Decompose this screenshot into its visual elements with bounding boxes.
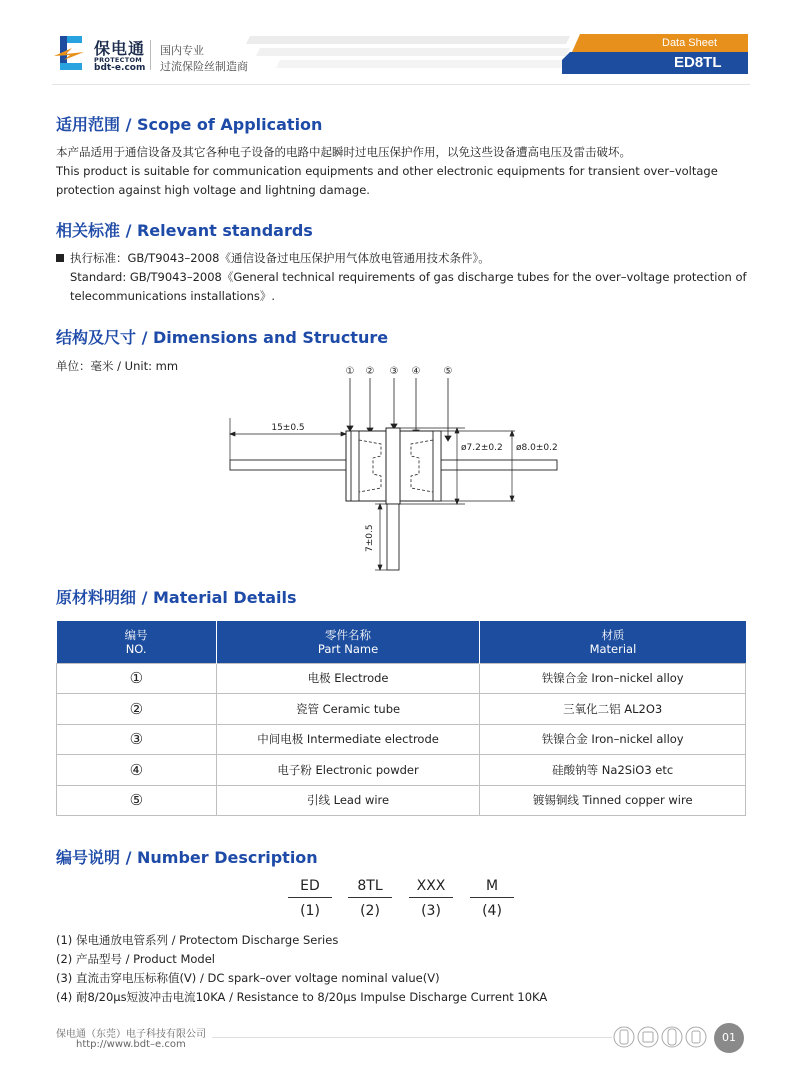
bottom-lead-dim: 7±0.5	[365, 524, 375, 552]
desc-item-1: (1) 保电通放电管系列 / Protectom Discharge Series	[56, 933, 339, 947]
row-no: ①	[57, 663, 217, 694]
row-material: 铁镍合金 Iron–nickel alloy	[480, 663, 746, 694]
row-material: 三氧化二铝 AL2O3	[480, 694, 746, 725]
page-number: 01	[714, 1023, 744, 1053]
slogan-line-1: 国内专业	[160, 44, 204, 57]
footer-fuse-icons	[612, 1024, 712, 1050]
code-underline	[409, 897, 453, 898]
row-no: ④	[57, 755, 217, 786]
row-no: ⑤	[57, 785, 217, 816]
inner-diameter-dim: ø7.2±0.2	[461, 443, 503, 453]
row-material: 镀锡铜线 Tinned copper wire	[480, 785, 746, 816]
code-index-2: (2)	[360, 903, 380, 919]
row-part: 瓷管 Ceramic tube	[216, 694, 480, 725]
marker-1: ①	[345, 366, 355, 377]
footer-company: 保电通（东莞）电子科技有限公司	[56, 1029, 206, 1040]
table-header-row	[57, 621, 746, 663]
unit-label: 单位：毫米 / Unit: mm	[56, 359, 179, 373]
row-part: 引线 Lead wire	[216, 785, 480, 816]
header-material: 材质 Material	[480, 621, 746, 663]
row-part: 电极 Electrode	[216, 663, 480, 694]
footer-url[interactable]: http://www.bdt–e.com	[76, 1039, 186, 1050]
header-no: 编号 NO.	[57, 621, 217, 663]
row-no: ②	[57, 694, 217, 725]
scope-text-cn: 本产品适用于通信设备及其它各种电子设备的电路中起瞬时过电压保护作用，以免这些设备遭高电压及雷击破坏。	[56, 145, 631, 159]
outer-diameter-dim: ø8.0±0.2	[516, 443, 558, 453]
material-table	[56, 621, 746, 816]
scope-title: 适用范围 / Scope of Application	[56, 115, 323, 134]
table-row	[57, 663, 746, 694]
row-material: 硅酸钠等 Na2SiO3 etc	[480, 755, 746, 786]
marker-5: ⑤	[443, 366, 453, 377]
code-index-3: (3)	[421, 903, 441, 919]
code-underline	[288, 897, 332, 898]
desc-item-3: (3) 直流击穿电压标称值(V) / DC spark–over voltage nominal value(V)	[56, 971, 440, 985]
standard-cn: 执行标准：GB/T9043–2008《通信设备过电压保护用气体放电管通用技术条件》。	[70, 251, 490, 265]
header-divider	[52, 84, 750, 85]
row-part: 电子粉 Electronic powder	[216, 755, 480, 786]
code-underline	[470, 897, 514, 898]
code-index-4: (4)	[482, 903, 502, 919]
table-row	[57, 694, 746, 725]
datasheet-label: Data Sheet	[662, 37, 718, 49]
standard-en-1: Standard: GB/T9043–2008《General technical requirements of gas discharge tubes for the over–voltage protection of	[70, 270, 747, 284]
table-row	[57, 785, 746, 816]
dimension-drawing	[225, 360, 565, 580]
model-number: ED8TL	[674, 54, 722, 71]
scope-text-en-1: This product is suitable for communication equipments and other electronic equipments for transient over–voltage	[56, 164, 718, 178]
standards-title: 相关标准 / Relevant standards	[56, 221, 313, 240]
code-part-4: M	[485, 878, 499, 894]
table-row	[57, 724, 746, 755]
brand-name-en: PROTECTOM	[94, 56, 143, 64]
row-part: 中间电极 Intermediate electrode	[216, 724, 480, 755]
marker-2: ②	[365, 366, 375, 377]
row-no: ③	[57, 724, 217, 755]
row-material: 铁镍合金 Iron–nickel alloy	[480, 724, 746, 755]
code-index-1: (1)	[300, 903, 320, 919]
desc-item-2: (2) 产品型号 / Product Model	[56, 952, 215, 966]
protectom-logo-icon	[52, 34, 88, 72]
code-underline	[348, 897, 392, 898]
materials-title: 原材料明细 / Material Details	[56, 588, 297, 607]
marker-4: ④	[411, 366, 421, 377]
desc-item-4: (4) 耐8/20μs短波冲击电流10KA / Resistance to 8/20μs Impulse Discharge Current 10KA	[56, 990, 548, 1004]
brand-name-cn: 保电通	[94, 39, 146, 58]
scope-text-en-2: protection against high voltage and lightning damage.	[56, 183, 370, 197]
lead-length-dim: 15±0.5	[271, 423, 305, 433]
marker-3: ③	[389, 366, 399, 377]
code-part-1: ED	[300, 878, 320, 894]
number-desc-title: 编号说明 / Number Description	[56, 848, 318, 867]
standard-en-2: telecommunications installations》.	[70, 289, 276, 303]
code-part-3: XXX	[416, 878, 446, 894]
header-stripes-decoration	[240, 34, 580, 74]
bullet-square-icon	[56, 254, 64, 262]
slogan-line-2: 过流保险丝制造商	[160, 60, 248, 73]
dimensions-title: 结构及尺寸 / Dimensions and Structure	[56, 328, 389, 347]
brand-separator	[150, 40, 151, 70]
table-row	[57, 755, 746, 786]
brand-url: bdt-e.com	[94, 63, 146, 73]
page-header	[0, 0, 800, 90]
header-part-name: 零件名称 Part Name	[216, 621, 480, 663]
footer-divider	[212, 1037, 612, 1038]
code-part-2: 8TL	[357, 878, 383, 894]
